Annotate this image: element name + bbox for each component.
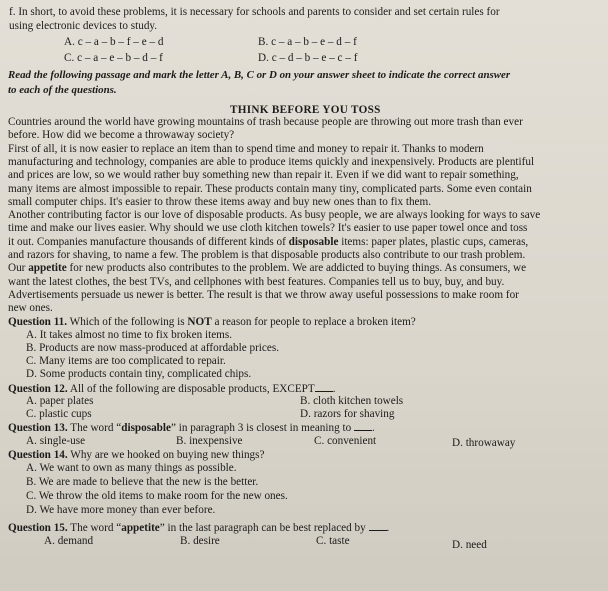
instruction-line-1: Read the following passage and mark the letter A, B, C or D on your answer sheet to indicate the correct answer <box>8 69 511 81</box>
question-text: Which of the following is <box>67 316 188 328</box>
option-text: cloth kitchen towels <box>313 395 404 407</box>
option-letter: C. <box>64 52 75 64</box>
option-text: taste <box>329 535 350 547</box>
instruction-line-2: to each of the questions. <box>8 84 117 96</box>
question-text: The word “ <box>67 422 122 434</box>
option-letter: C. <box>314 435 325 447</box>
passage-line: Advertisements persuade us newer is better. The result is that we throw away useful possessions to make room for <box>8 289 519 301</box>
option-letter: A. <box>26 462 37 474</box>
intro-option-c <box>64 52 163 64</box>
option-text: razors for shaving <box>313 408 395 420</box>
question-13-option-b <box>176 435 243 447</box>
passage-line: want the latest clothes, the best TVs, and cellphones with best features. Companies tell us to buy, buy, and buy. <box>8 276 505 288</box>
intro-line-2: using electronic devices to study. <box>9 20 158 32</box>
intro-option-a <box>64 36 163 48</box>
passage-line <box>8 262 526 274</box>
passage-line: First of all, it is now easier to replace an item than to spend time and money to repair it. Thanks to modern <box>8 143 484 155</box>
question-14-option-a <box>26 462 237 474</box>
option-text: We have more money than ever before. <box>39 504 216 516</box>
question-12-option-c <box>26 408 92 420</box>
option-text: c – a – b – e – d – f <box>271 36 357 48</box>
passage-line: Countries around the world have growing mountains of trash because people are throwing out more trash than ever <box>8 116 523 128</box>
option-letter: A. <box>44 535 55 547</box>
option-text: inexpensive <box>189 435 243 447</box>
question-12-option-d <box>300 408 394 420</box>
option-text: We throw the old items to make room for the new ones. <box>38 490 288 502</box>
question-15-option-b <box>180 535 220 547</box>
passage-line: Another contributing factor is our love of disposable products. As busy people, we are always looking for ways to save <box>8 209 541 221</box>
question-text: . <box>332 383 336 395</box>
option-letter: D. <box>258 52 269 64</box>
question-number: Question 11. <box>8 316 68 328</box>
option-letter: A. <box>26 329 37 341</box>
question-11-option-c <box>26 355 226 367</box>
option-text: c – a – e – b – d – f <box>77 52 163 64</box>
passage-line: small computer chips. It's easier to throw these items away and buy new ones than to fix them. <box>8 196 432 208</box>
answer-blank <box>354 421 372 431</box>
question-11-option-b <box>26 342 279 354</box>
option-text: convenient <box>327 435 377 447</box>
passage-text: it out. Companies manufacture thousands of different kinds of <box>8 236 289 248</box>
intro-line-1: f. In short, to avoid these problems, it is necessary for schools and parents to consider and set certain rules for <box>9 6 500 18</box>
passage-text: items: paper plates, plastic cups, cameras, <box>338 236 529 248</box>
option-text: Some products contain tiny, complicated chips. <box>39 368 252 380</box>
question-emphasis: appetite <box>121 522 160 534</box>
option-letter: D. <box>452 437 463 449</box>
question-14-prompt <box>8 449 264 461</box>
passage-line <box>8 236 528 248</box>
question-14-option-b <box>26 476 258 488</box>
option-letter: D. <box>26 368 37 380</box>
option-letter: B. <box>176 435 187 447</box>
question-15-option-d <box>452 539 487 551</box>
question-text: ” in the last paragraph can be best replaced by <box>159 522 366 534</box>
option-letter: C. <box>26 408 37 420</box>
option-letter: D. <box>26 504 37 516</box>
question-12-prompt <box>8 382 336 395</box>
option-letter: A. <box>26 435 37 447</box>
option-letter: D. <box>300 408 311 420</box>
option-letter: D. <box>452 539 463 551</box>
question-number: Question 13. <box>8 422 68 434</box>
option-letter: C. <box>26 355 37 367</box>
question-15-prompt <box>8 521 389 534</box>
passage-keyword-appetite: appetite <box>28 262 67 274</box>
answer-blank <box>369 521 387 531</box>
option-letter: B. <box>300 395 311 407</box>
question-12-option-a <box>26 395 93 407</box>
option-letter: B. <box>26 476 37 488</box>
question-15-option-c <box>316 535 350 547</box>
question-13-option-d <box>452 437 515 449</box>
passage-line: and prices are low, so we would rather buy something new than repair it. Even if we did want to repair something, <box>8 169 519 181</box>
option-text: c – d – b – e – c – f <box>271 52 358 64</box>
option-text: c – a – b – f – e – d <box>77 36 164 48</box>
question-emphasis: disposable <box>121 422 171 434</box>
question-13-option-a <box>26 435 85 447</box>
question-text: Why are we hooked on buying new things? <box>67 449 265 461</box>
question-14-option-c <box>26 490 288 502</box>
option-letter: C. <box>26 490 37 502</box>
question-emphasis: NOT <box>187 316 212 328</box>
question-number: Question 15. <box>8 522 68 534</box>
option-letter: A. <box>26 395 37 407</box>
question-number: Question 12. <box>8 383 68 395</box>
option-letter: C. <box>316 535 327 547</box>
passage-text: Our <box>8 262 29 274</box>
passage-line: manufacturing and technology, companies are able to produce items quickly and inexpensively. Products are plentiful <box>8 156 535 168</box>
question-11-prompt <box>8 316 416 328</box>
option-text: desire <box>193 535 220 547</box>
passage-line: time and make our lives easier. Why should we use cloth kitchen towels? It's easier to use paper towel once and toss <box>8 222 528 234</box>
passage-line: before. How did we become a throwaway society? <box>8 129 235 141</box>
question-text: The word “ <box>67 522 122 534</box>
option-text: We are made to believe that the new is the better. <box>38 476 259 488</box>
passage-title: THINK BEFORE YOU TOSS <box>230 104 381 116</box>
passage-line: and razors for shaving, to name a few. The problem is that disposable products also contribute to our trash problem. <box>8 249 526 261</box>
option-text: Many items are too complicated to repair. <box>39 355 226 367</box>
option-text: paper plates <box>39 395 94 407</box>
option-letter: B. <box>258 36 269 48</box>
question-14-option-d <box>26 504 215 516</box>
question-13-option-c <box>314 435 376 447</box>
question-12-option-b <box>300 395 403 407</box>
passage-keyword-disposable: disposable <box>288 236 339 248</box>
option-text: plastic cups <box>39 408 92 420</box>
question-text: ” in paragraph 3 is closest in meaning to <box>170 422 352 434</box>
question-text: . <box>386 522 390 534</box>
option-text: throwaway <box>465 437 516 449</box>
question-11-option-a <box>26 329 232 341</box>
passage-line: many items are almost impossible to repair. These products contain many tiny, complicated parts. Some even contain <box>8 183 532 195</box>
question-number: Question 14. <box>8 449 68 461</box>
option-text: It takes almost no time to fix broken items. <box>39 329 233 341</box>
question-15-option-a <box>44 535 93 547</box>
question-13-prompt <box>8 421 375 434</box>
passage-line: new ones. <box>8 302 53 314</box>
option-text: demand <box>57 535 94 547</box>
passage-text: for new products also contributes to the problem. We are addicted to buying things. As consumers, we <box>66 262 527 274</box>
question-text: All of the following are disposable products, EXCEPT <box>67 383 315 395</box>
option-text: need <box>465 539 487 551</box>
option-text: single-use <box>39 435 86 447</box>
question-11-option-d <box>26 368 251 380</box>
option-letter: B. <box>180 535 191 547</box>
option-text: Products are now mass-produced at affordable prices. <box>39 342 279 354</box>
option-text: We want to own as many things as possible. <box>39 462 237 474</box>
intro-option-d <box>258 52 357 64</box>
option-letter: A. <box>64 36 75 48</box>
answer-blank <box>315 382 333 392</box>
question-text: a reason for people to replace a broken item? <box>211 316 416 328</box>
intro-option-b <box>258 36 357 48</box>
question-text: . <box>371 422 375 434</box>
option-letter: B. <box>26 342 37 354</box>
